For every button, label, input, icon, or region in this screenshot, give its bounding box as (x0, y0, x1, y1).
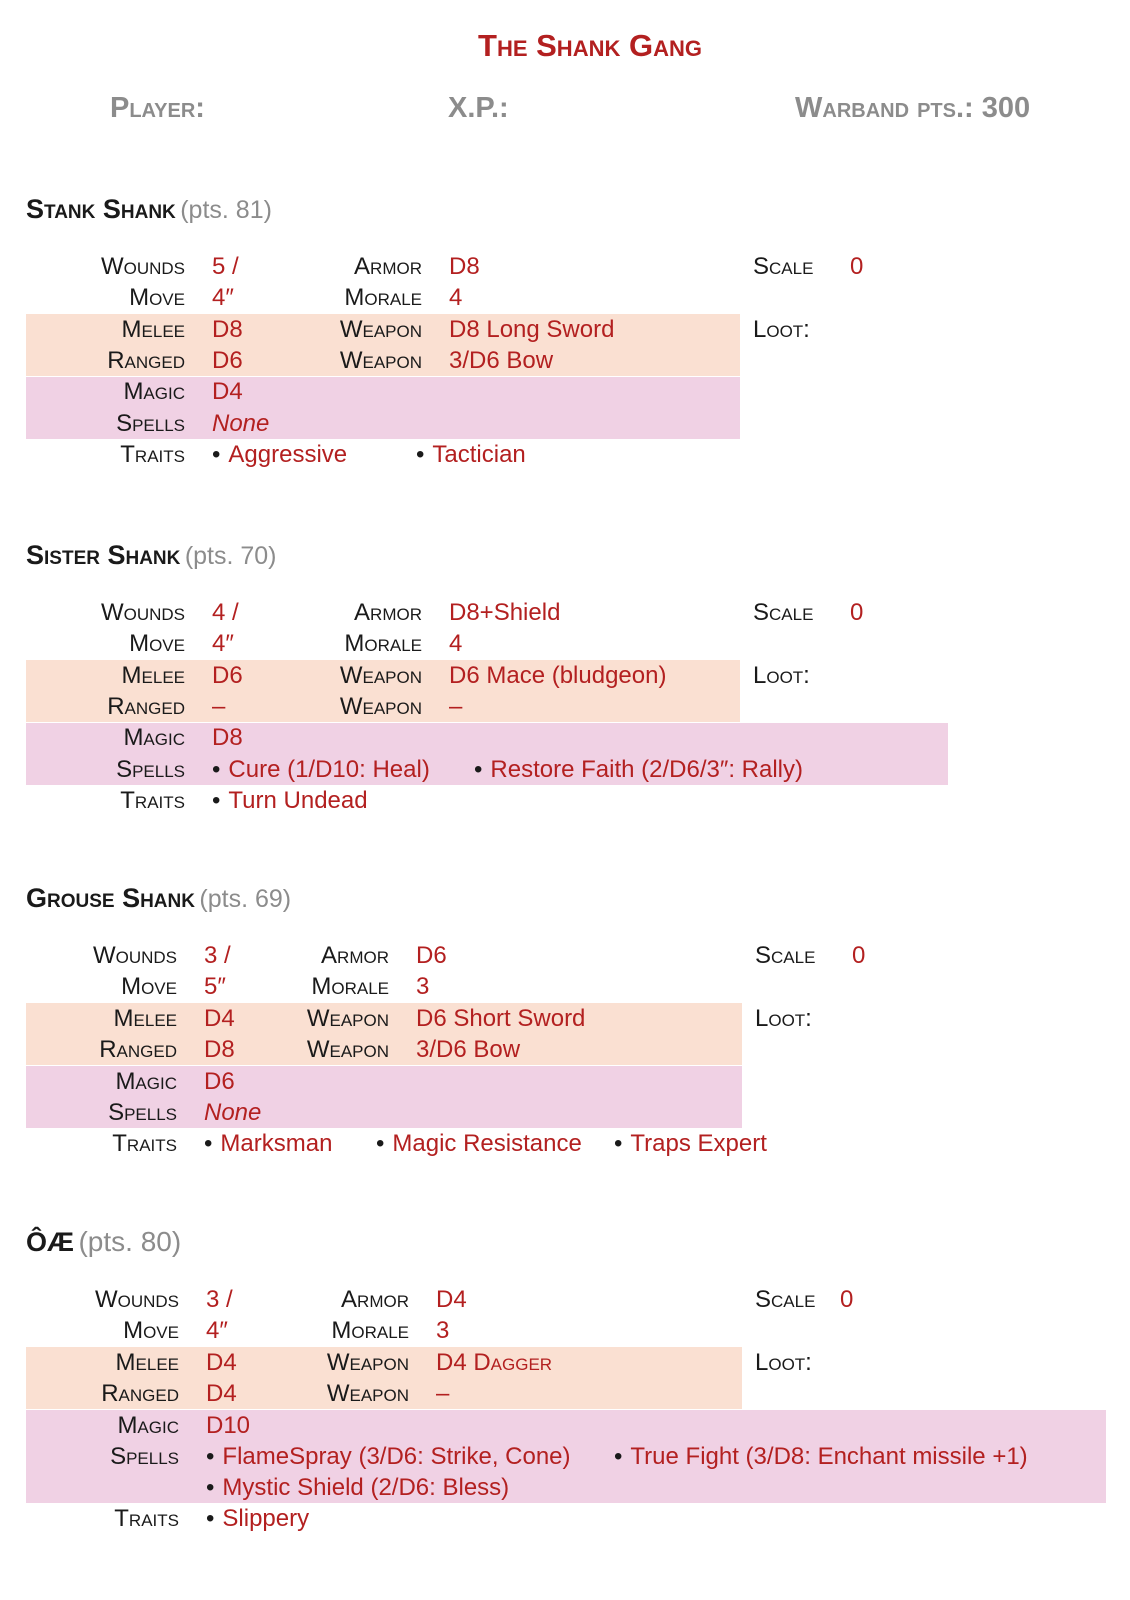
armor-label: Armor (354, 599, 422, 626)
traits-label: Traits (114, 1505, 179, 1532)
warband-points (795, 92, 1030, 125)
morale-value: 4 (449, 284, 463, 311)
character-heading (26, 1226, 181, 1258)
move-label: Move (129, 630, 185, 657)
spell-item: • Restore Faith (2/D6/3″: Rally) (474, 756, 804, 783)
ranged-label: Ranged (107, 693, 185, 720)
character-name: ÔÆ (26, 1227, 75, 1257)
armor-value: D8 (449, 253, 480, 280)
wounds-value: 3 / (204, 942, 231, 969)
magic-value: D4 (212, 378, 243, 405)
armor-value: D8+Shield (449, 599, 561, 626)
scale-value: 0 (850, 599, 864, 626)
traits-label: Traits (120, 441, 185, 468)
ranged-value: D4 (206, 1380, 237, 1407)
loot-label: Loot: (753, 316, 810, 343)
scale-label: Scale (753, 599, 814, 626)
player-label: Player: (110, 92, 205, 124)
wounds-label: Wounds (92, 942, 177, 969)
spell-item: None (204, 1099, 262, 1126)
trait-item: • Magic Resistance (376, 1130, 582, 1157)
wounds-value: 5 / (212, 253, 239, 280)
ranged-weapon-value: – (436, 1380, 450, 1407)
spell-item: • FlameSpray (3/D6: Strike, Cone) (206, 1443, 571, 1470)
magic-label: Magic (115, 1068, 177, 1095)
warband-value: 300 (981, 92, 1031, 124)
ranged-weapon-value: – (449, 693, 463, 720)
melee-weapon-value: D6 Mace (bludgeon) (449, 662, 667, 689)
ranged-weapon-label: Weapon (306, 1036, 389, 1063)
ranged-weapon-value: 3/D6 Bow (416, 1036, 521, 1063)
scale-label: Scale (753, 253, 814, 280)
character-name: Grouse Shank (26, 883, 195, 913)
melee-value: D6 (212, 662, 243, 689)
move-value: 4″ (212, 284, 234, 311)
wounds-value: 4 / (212, 599, 239, 626)
melee-weapon-label: Weapon (306, 1005, 389, 1032)
character-points: (pts. 80) (78, 1226, 182, 1257)
melee-label: Melee (113, 1005, 177, 1032)
move-value: 5″ (204, 973, 226, 1000)
move-value: 4″ (206, 1317, 228, 1344)
trait-item: • Marksman (204, 1130, 333, 1157)
spell-item: • Mystic Shield (2/D6: Bless) (206, 1474, 510, 1501)
magic-value: D6 (204, 1068, 235, 1095)
armor-label: Armor (321, 942, 389, 969)
armor-label: Armor (354, 253, 422, 280)
traits-label: Traits (112, 1130, 177, 1157)
melee-label: Melee (115, 1349, 179, 1376)
loot-label: Loot: (753, 662, 810, 689)
magic-label: Magic (117, 1412, 179, 1439)
melee-value: D4 (204, 1005, 235, 1032)
scale-value: 0 (852, 942, 866, 969)
ranged-weapon-label: Weapon (326, 1380, 409, 1407)
ranged-label: Ranged (101, 1380, 179, 1407)
melee-weapon-label: Weapon (339, 662, 422, 689)
melee-weapon-value: D6 Short Sword (416, 1005, 586, 1032)
spells-label: Spells (116, 756, 185, 783)
character-points: (pts. 69) (199, 885, 292, 913)
move-label: Move (129, 284, 185, 311)
character-name: Sister Shank (26, 540, 181, 570)
melee-weapon-label: Weapon (326, 1349, 409, 1376)
character-heading (26, 194, 272, 225)
morale-label: Morale (344, 630, 422, 657)
melee-weapon-value: D8 Long Sword (449, 316, 615, 343)
traits-label: Traits (120, 787, 185, 814)
move-label: Move (121, 973, 177, 1000)
character-heading (26, 883, 291, 914)
morale-value: 3 (436, 1317, 450, 1344)
trait-item: • Traps Expert (614, 1130, 767, 1157)
character-heading (26, 540, 277, 571)
scale-label: Scale (755, 942, 816, 969)
xp-label: X.P.: (448, 92, 509, 124)
trait-item: • Slippery (206, 1505, 310, 1532)
melee-value: D8 (212, 316, 243, 343)
wounds-label: Wounds (100, 253, 185, 280)
scale-label: Scale (755, 1286, 816, 1313)
magic-value: D10 (206, 1412, 251, 1439)
armor-label: Armor (341, 1286, 409, 1313)
move-value: 4″ (212, 630, 234, 657)
armor-value: D4 (436, 1286, 467, 1313)
character-points: (pts. 81) (180, 196, 272, 224)
trait-item: • Tactician (416, 441, 526, 468)
melee-label: Melee (121, 662, 185, 689)
move-label: Move (123, 1317, 179, 1344)
ranged-label: Ranged (99, 1036, 177, 1063)
spells-label: Spells (116, 410, 185, 437)
morale-label: Morale (311, 973, 389, 1000)
morale-value: 4 (449, 630, 463, 657)
ranged-value: D8 (204, 1036, 235, 1063)
ranged-value: D6 (212, 347, 243, 374)
wounds-label: Wounds (100, 599, 185, 626)
ranged-weapon-label: Weapon (339, 347, 422, 374)
wounds-label: Wounds (94, 1286, 179, 1313)
warband-label: Warband pts.: (795, 92, 974, 124)
page-title: The Shank Gang (478, 28, 702, 63)
melee-weapon-label: Weapon (339, 316, 422, 343)
spell-item: None (212, 410, 270, 437)
ranged-weapon-value: 3/D6 Bow (449, 347, 554, 374)
spell-item: • True Fight (3/D8: Enchant missile +1) (614, 1443, 1028, 1470)
spells-label: Spells (108, 1099, 177, 1126)
loot-label: Loot: (755, 1349, 812, 1376)
trait-item: • Turn Undead (212, 787, 368, 814)
spell-item: • Cure (1/D10: Heal) (212, 756, 430, 783)
character-name: Stank Shank (26, 194, 176, 224)
melee-label: Melee (121, 316, 185, 343)
ranged-value: – (212, 693, 226, 720)
armor-value: D6 (416, 942, 447, 969)
loot-label: Loot: (755, 1005, 812, 1032)
scale-value: 0 (850, 253, 864, 280)
wounds-value: 3 / (206, 1286, 233, 1313)
magic-value: D8 (212, 724, 243, 751)
spells-label: Spells (110, 1443, 179, 1470)
magic-label: Magic (123, 378, 185, 405)
character-points: (pts. 70) (184, 542, 277, 570)
morale-value: 3 (416, 973, 430, 1000)
magic-label: Magic (123, 724, 185, 751)
melee-value: D4 (206, 1349, 237, 1376)
trait-item: • Aggressive (212, 441, 348, 468)
morale-label: Morale (344, 284, 422, 311)
scale-value: 0 (840, 1286, 854, 1313)
ranged-weapon-label: Weapon (339, 693, 422, 720)
melee-weapon-value: D4 Dagger (436, 1349, 553, 1376)
morale-label: Morale (331, 1317, 409, 1344)
ranged-label: Ranged (107, 347, 185, 374)
